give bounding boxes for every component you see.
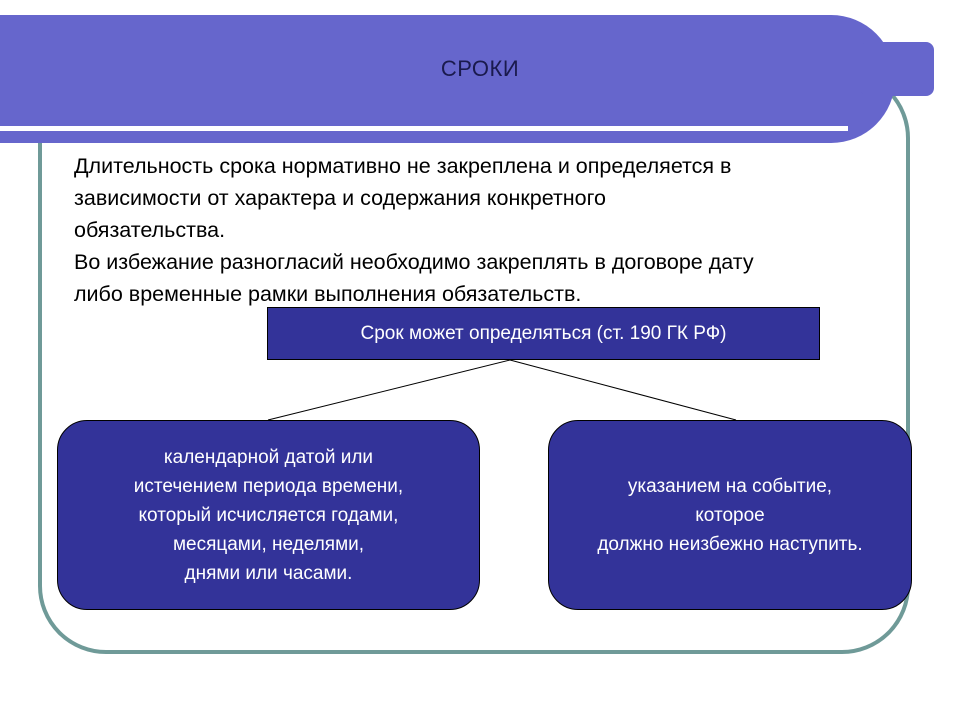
paragraph-duration: Длительность срока нормативно не закреплена и определяется в зависимости от характера и содержания конкретного обязательства. — [74, 154, 732, 242]
paragraph-recommendation: Во избежание разногласий необходимо закреплять в договоре дату либо временные рамки выполнения обязательств. — [74, 250, 754, 306]
connector-left — [268, 360, 510, 420]
diagram-branch-event — [548, 420, 912, 610]
connector-right — [510, 360, 736, 420]
diagram-branch-calendar — [57, 420, 480, 610]
diagram-branch-event-label: указанием на событие, которое должно неизбежно наступить. — [597, 475, 863, 555]
slide-title: СРОКИ — [440, 56, 520, 81]
diagram-branch-calendar-label: календарной датой или истечением периода времени, который исчисляется годами, месяцами, неделями, днями или часами. — [133, 446, 404, 584]
diagram-root-label: Срок может определяться (ст. 190 ГК РФ) — [360, 322, 727, 344]
diagram-root-box — [267, 307, 820, 360]
